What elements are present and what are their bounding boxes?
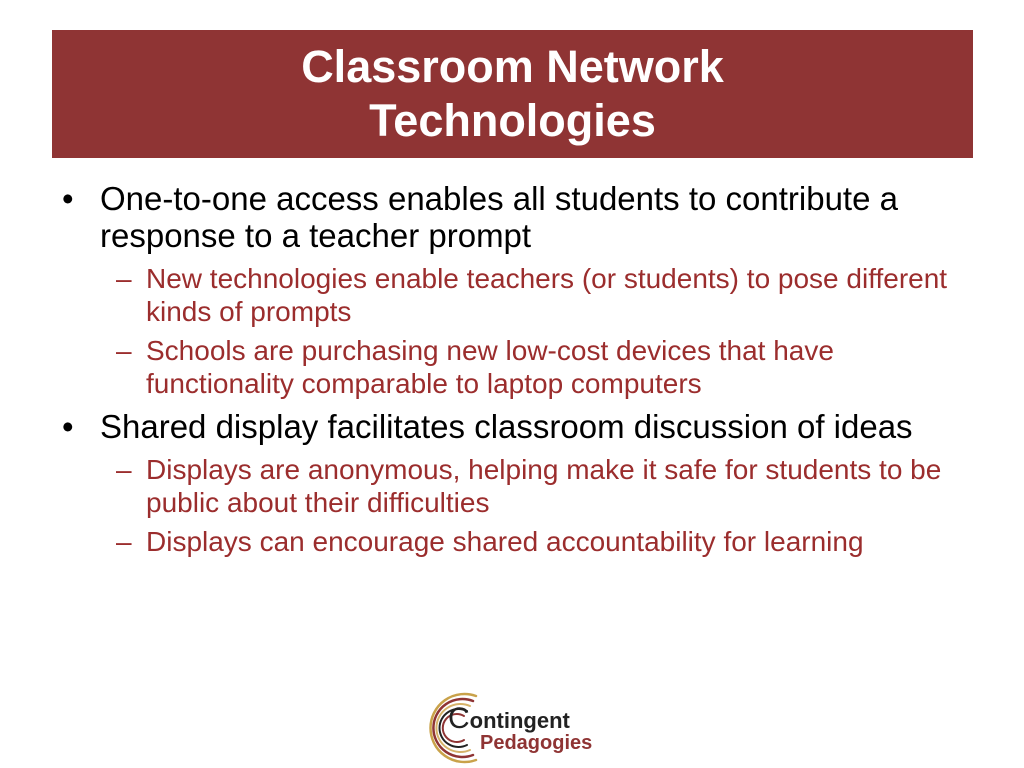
logo-cap-letter: C [448,702,470,735]
sub-bullet-text: Schools are purchasing new low-cost devices that have functionality comparable to laptop computers [146,335,834,399]
sub-bullet-text: New technologies enable teachers (or students) to pose different kinds of prompts [146,263,948,327]
sub-bullet-text: Displays can encourage shared accountability for learning [146,526,864,557]
sub-bullet-item [100,334,968,400]
contingent-pedagogies-logo [418,688,618,766]
dash-marker: – [116,335,132,366]
slide-content [58,180,968,566]
sub-bullet-text: Displays are anonymous, helping make it safe for students to be public about their difficulties [146,454,942,518]
bullet-marker: • [62,180,74,217]
bullet-item [58,180,968,400]
dash-marker: – [116,526,132,557]
dash-marker: – [116,263,132,294]
sub-bullet-item [100,453,968,519]
logo-line1 [448,702,592,735]
bullet-text: Shared display facilitates classroom discussion of ideas [100,408,913,445]
logo-line2: Pedagogies [480,732,593,754]
logo-line1-rest: ontingent [469,708,570,733]
sub-bullet-item [100,525,968,558]
slide-title: Classroom Network Technologies [301,41,724,146]
bullet-list [58,180,968,558]
bullet-marker: • [62,408,74,445]
title-bar [52,30,973,158]
sub-bullet-item [100,262,968,328]
bullet-item [58,408,968,558]
sub-bullet-list [100,262,968,400]
sub-bullet-list [100,453,968,558]
dash-marker: – [116,454,132,485]
bullet-text: One-to-one access enables all students to contribute a response to a teacher prompt [100,180,898,254]
logo-text [448,702,593,754]
